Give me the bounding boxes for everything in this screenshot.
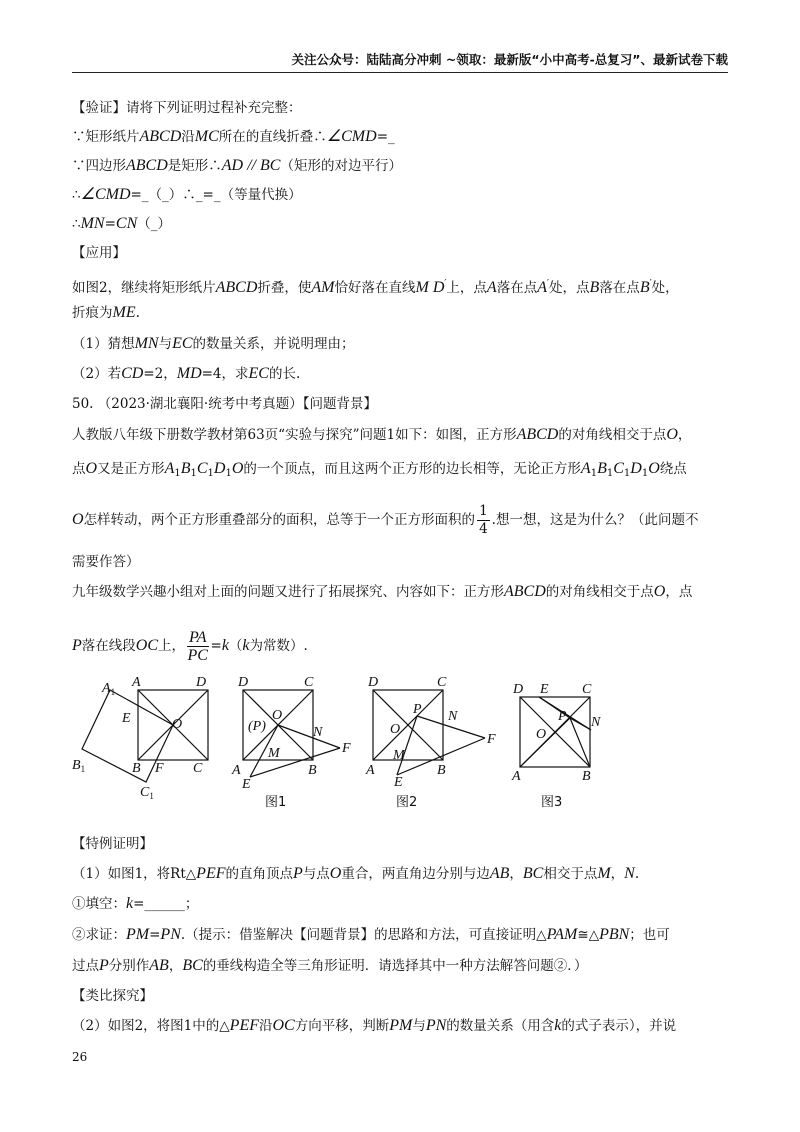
fig2-label-p: P (413, 702, 422, 717)
fig1-label-d: D (238, 675, 249, 690)
fig1-caption: 图1 (265, 795, 287, 810)
problem-50-bg-2: 点O又是正方形$A_1B_1C_1D_1O$的一个顶点，而且这两个正方形的边长相等，无论正方形$A_1B_1C_1D_1O$绕点 (72, 460, 687, 479)
problem-50-bg-1: 人教版八年级下册数学教材第63页“实验与探究”问题1如下：如图，正方形ABCD的对角线相交于点O， (72, 426, 692, 443)
page-header: 关注公众号：陆陆高分冲刺 ~领取：最新版“小中高考-总复习”、最新试卷下载 (72, 48, 728, 73)
fig1-label-o: O (272, 708, 283, 723)
fig1-label-a: A (232, 763, 241, 778)
fig3-label-d: D (513, 682, 524, 697)
fig1-label-n: N (313, 725, 323, 740)
fig1-label-f: F (342, 741, 351, 756)
fig1-label-c: C (304, 675, 314, 690)
verify-line-1: ∵矩形纸片ABCD沿MC所在的直线折叠∴∠CMD=_ (72, 128, 395, 145)
special-prove-1: ②求证：PM=PN.（提示：借鉴解决【问题背景】的思路和方法，可直接证明△PAM≅△PBN；也可 (72, 926, 670, 943)
label-a: A (132, 675, 141, 690)
fig3-caption: 图3 (541, 795, 563, 810)
apply-heading: 【应用】 (72, 245, 126, 261)
fig2-label-a: A (366, 763, 375, 778)
geometry-figures (60, 672, 620, 820)
fig3-label-c: C (582, 682, 592, 697)
fig3-label-b: B (582, 769, 591, 784)
fig1-label-m: M (268, 746, 280, 761)
problem-50-bg-4: 需要作答） (72, 554, 140, 570)
fig2-caption: 图2 (396, 795, 418, 810)
special-line-1: （1）如图1，将Rt△PEF的直角顶点P与点O重合，两直角边分别与边AB，BC相交于点M，N. (72, 865, 640, 882)
label-o: O (172, 717, 183, 732)
fig2-label-e: E (394, 775, 403, 790)
apply-question-1: （1）猜想MN与EC的数量关系，并说明理由； (72, 335, 355, 352)
label-b1: $B_1$ (72, 758, 86, 774)
label-c: C (193, 761, 203, 776)
fig3-label-e: E (540, 682, 549, 697)
fig3-label-n: N (591, 715, 601, 730)
label-e: E (122, 711, 131, 726)
fig2-label-m: M (393, 748, 405, 763)
special-fill-blank: ①填空：k=______； (72, 895, 199, 912)
fig2-label-c: C (437, 675, 447, 690)
verify-line-3: ∴∠CMD=_（_）∴_=_（等量代换） (72, 186, 302, 203)
fig1-label-e: E (242, 777, 251, 792)
label-c1: $C_1$ (140, 785, 154, 801)
special-prove-2: 过点P分别作AB，BC的垂线构造全等三角形证明．请选择其中一种方法解答问题②．） (72, 957, 588, 974)
fig1-label-b: B (308, 763, 317, 778)
problem-50-ext-1: 九年级数学兴趣小组对上面的问题又进行了拓展探究、内容如下：正方形ABCD的对角线相交于点O，点 (72, 583, 693, 600)
fig1-label-p: (P) (248, 719, 266, 734)
problem-50-title: 50. （2023·湖北襄阳·统考中考真题）【问题背景】 (72, 396, 377, 412)
verify-heading: 【验证】请将下列证明过程补充完整： (72, 100, 302, 116)
label-b: B (132, 761, 141, 776)
fig2-label-f: F (487, 732, 496, 747)
fig2-label-d: D (368, 675, 379, 690)
label-a1: $A_1$ (102, 681, 116, 697)
fig3-label-p: P (558, 709, 567, 724)
verify-line-2: ∵四边形ABCD是矩形∴AD // BC（矩形的对边平行） (72, 157, 402, 174)
fig2-label-b: B (437, 763, 446, 778)
apply-question-2: （2）若CD=2，MD=4，求EC的长. (72, 365, 301, 382)
label-d: D (196, 675, 207, 690)
problem-50-bg-3: O怎样转动，两个正方形重叠部分的面积，总等于一个正方形面积的 $\frac{1}{4}$ .想一想，这是为什么？（此问题不 (72, 503, 699, 537)
fig2-label-n: N (448, 709, 458, 724)
special-heading: 【特例证明】 (72, 836, 153, 852)
label-f: F (155, 761, 164, 776)
fig3-label-o: O (536, 727, 547, 742)
apply-para-2: 折痕为ME. (72, 304, 140, 321)
page-number: 26 (72, 1050, 88, 1064)
fraction-one-quarter: $\frac{1}{4}$ (479, 503, 488, 537)
fraction-pa-pc: $\frac{PA}{PC}$ (187, 629, 208, 664)
figure-background-square (82, 690, 208, 782)
apply-para-1: 如图2，继续将矩形纸片ABCD折叠，使AM恰好落在直线M D′上，点A落在点A′处，点B落在点B′处， (72, 279, 679, 296)
figure-3 (520, 697, 591, 767)
problem-50-ext-2: P落在线段OC上， $\frac{PA}{PC}$ =k（k为常数）. (72, 629, 308, 664)
fig2-label-o: O (390, 722, 401, 737)
analog-line-1: （2）如图2，将图1中的△PEF沿OC方向平移，判断PM与PN的数量关系（用含k的式子表示），并说 (72, 1017, 677, 1034)
analog-heading: 【类比探究】 (72, 988, 153, 1004)
fig3-label-a: A (512, 769, 521, 784)
verify-line-4: ∴MN=CN（_） (72, 215, 171, 232)
